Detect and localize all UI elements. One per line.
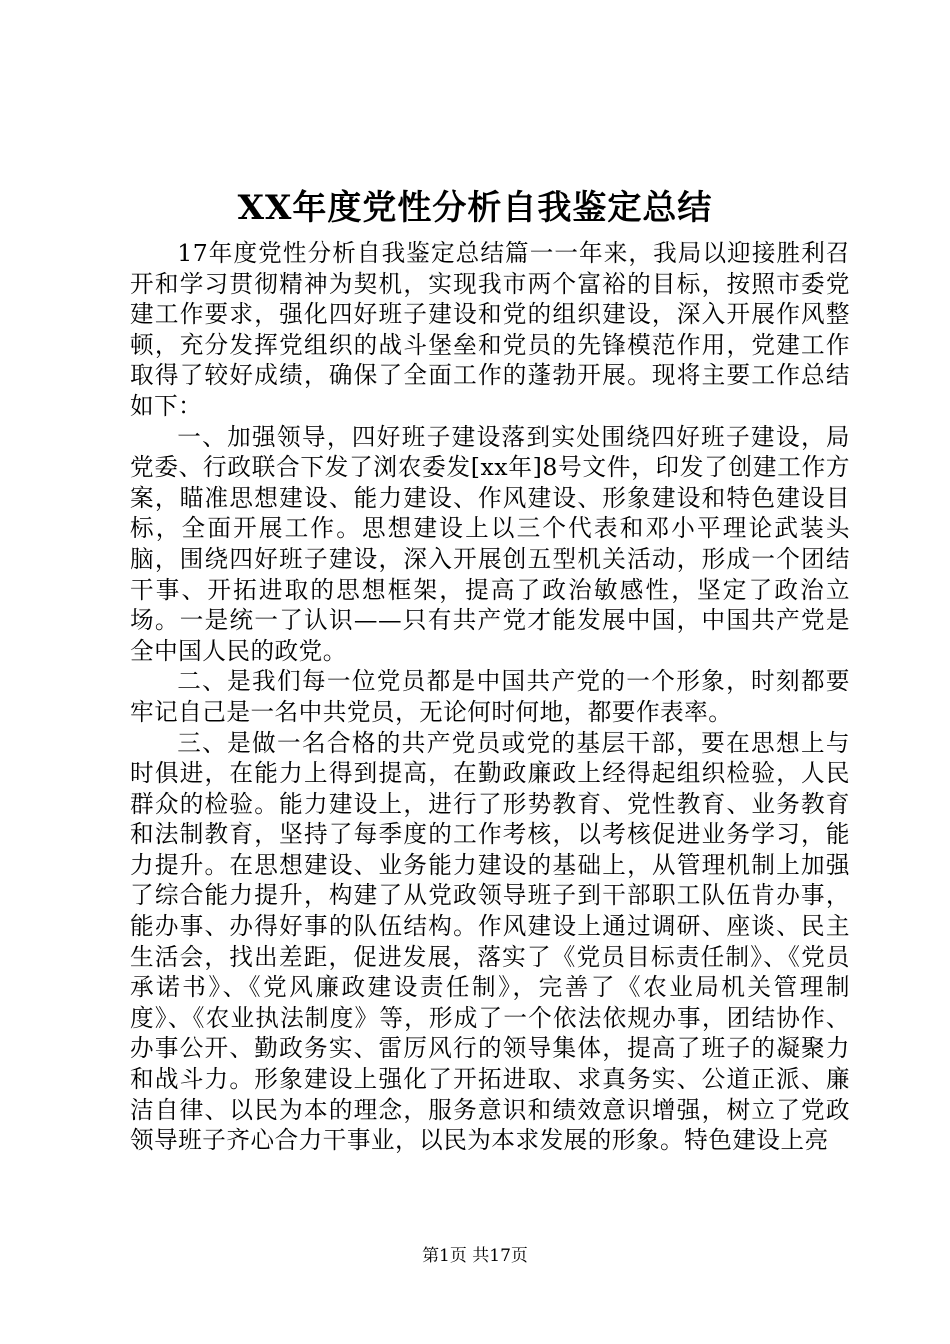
paragraph-section-2: 二、是我们每一位党员都是中国共产党的一个形象，时刻都要牢记自己是一名中共党员，无论何时何地，都要作表率。	[130, 667, 850, 726]
paragraph-intro: 17年度党性分析自我鉴定总结篇一一年来，我局以迎接胜利召开和学习贯彻精神为契机，实现我市两个富裕的目标，按照市委党建工作要求，强化四好班子建设和党的组织建设，深入开展作风整顿，充分发挥党组织的战斗堡垒和党员的先锋模范作用，党建工作取得了较好成绩，确保了全面工作的蓬勃开展。现将主要工作总结如下：	[130, 239, 850, 420]
paragraph-section-3: 三、是做一名合格的共产党员或党的基层干部，要在思想上与时俱进，在能力上得到提高，在勤政廉政上经得起组织检验，人民群众的检验。能力建设上，进行了形势教育、党性教育、业务教育和法制教育，坚持了每季度的工作考核，以考核促进业务学习，能力提升。在思想建设、业务能力建设的基础上，从管理机制上加强了综合能力提升，构建了从党政领导班子到干部职工队伍肯办事，能办事、办得好事的队伍结构。作风建设上通过调研、座谈、民主生活会，找出差距，促进发展，落实了《党员目标责任制》、《党员承诺书》、《党风廉政建设责任制》，完善了《农业局机关管理制度》、《农业执法制度》等，形成了一个依法依规办事，团结协作、办事公开、勤政务实、雷厉风行的领导集体，提高了班子的凝聚力和战斗力。形象建设上强化了开拓进取、求真务实、公道正派、廉洁自律、以民为本的理念，服务意识和绩效意识增强，树立了党政领导班子齐心合力干事业，以民为本求发展的形象。特色建设上亮	[130, 728, 850, 1155]
paragraph-section-1: 一、加强领导，四好班子建设落到实处围绕四好班子建设，局党委、行政联合下发了浏农委发[xx年]8号文件，印发了创建工作方案，瞄准思想建设、能力建设、作风建设、形象建设和特色建设目标，全面开展工作。思想建设上以三个代表和邓小平理论武装头脑，围绕四好班子建设，深入开展创五型机关活动，形成一个团结干事、开拓进取的思想框架，提高了政治敏感性，坚定了政治立场。一是统一了认识——只有共产党才能发展中国，中国共产党是全中国人民的政党。	[130, 422, 850, 665]
document-body	[130, 238, 850, 1156]
document-title: XX年度党性分析自我鉴定总结	[237, 188, 713, 228]
page-footer: 第1页 共17页	[422, 1246, 528, 1266]
